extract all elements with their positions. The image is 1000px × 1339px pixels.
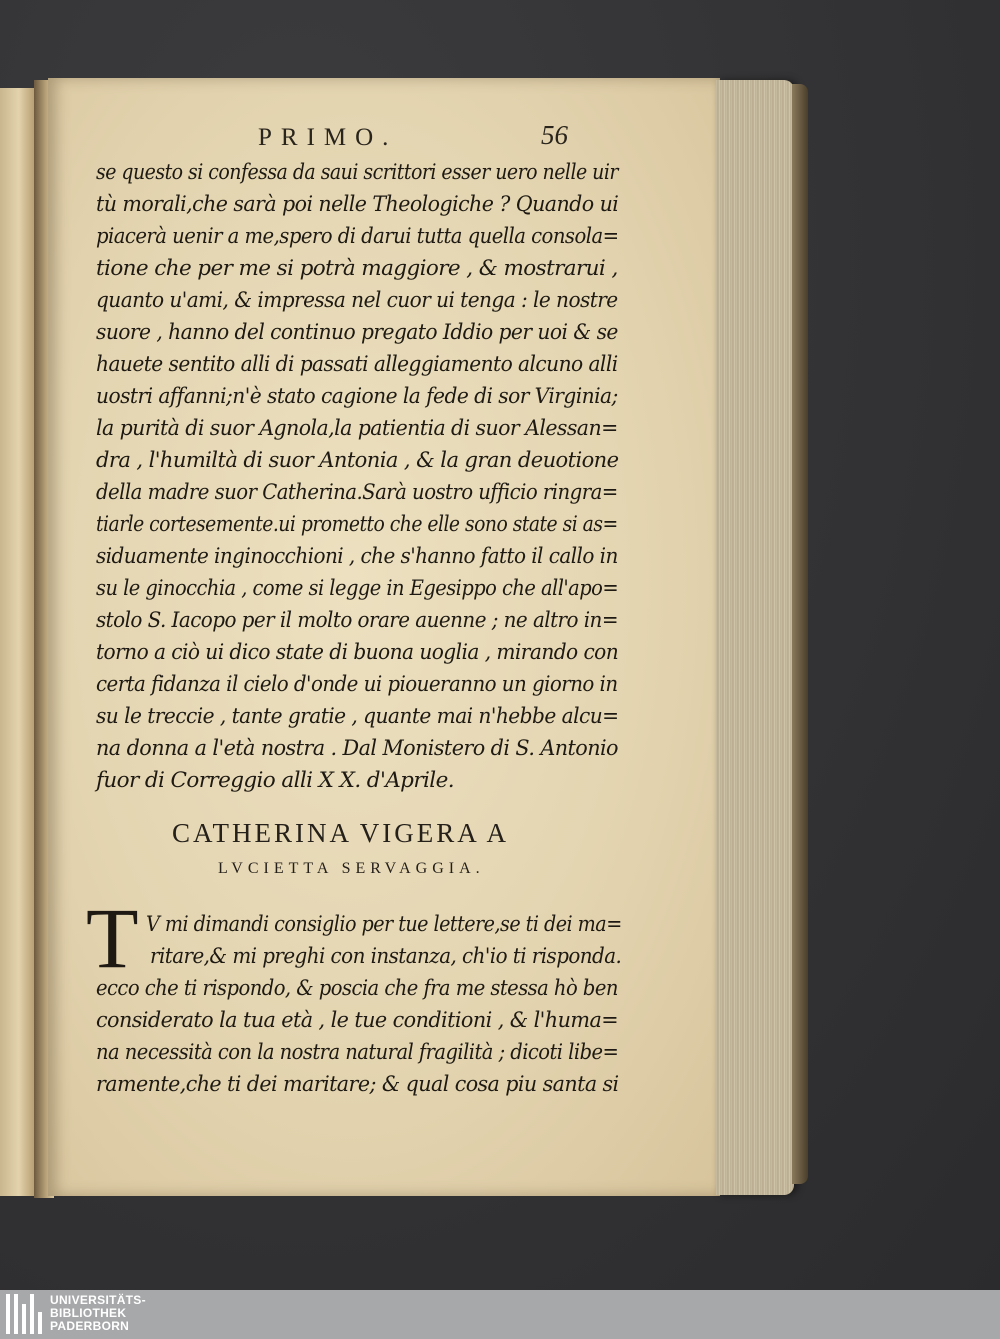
text-line: suore , hanno del continuo pregato Iddio per uoi & se bbox=[96, 320, 618, 345]
letter-heading-title: CATHERINA VIGERA A bbox=[172, 818, 510, 848]
library-name-line: BIBLIOTHEK bbox=[50, 1306, 127, 1320]
library-name-line: PADERBORN bbox=[50, 1319, 130, 1333]
text-line: ramente,che ti dei maritare; & qual cosa piu santa si bbox=[96, 1072, 619, 1097]
letter-heading-subtitle: LVCIETTA SERVAGGIA. bbox=[218, 860, 485, 877]
text-line: tù morali,che sarà poi nelle Theologiche ? Quando ui bbox=[96, 192, 619, 217]
library-footer bbox=[0, 1290, 1000, 1339]
text-line: su le ginocchia , come si legge in Egesippo che all'apo= bbox=[96, 576, 619, 601]
text-line: considerato la tua età , le tue conditioni , & l'huma= bbox=[96, 1008, 619, 1033]
text-line: quanto u'ami, & impressa nel cuor ui tenga : le nostre bbox=[96, 288, 618, 313]
page-number: 56 bbox=[541, 120, 568, 150]
text-line: stolo S. Iacopo per il molto orare auenne ; ne altro in= bbox=[96, 608, 618, 633]
text-line: se questo si confessa da saui scrittori esser uero nelle uir bbox=[96, 160, 618, 185]
text-line: siduamente inginocchioni , che s'hanno fatto il callo in bbox=[96, 544, 618, 569]
text-line: la purità di suor Agnola,la patientia di suor Alessan= bbox=[96, 416, 618, 441]
text-line: tiarle cortesemente.ui prometto che elle sono state si as= bbox=[96, 512, 618, 537]
running-title: PRIMO. bbox=[258, 124, 398, 151]
text-line: ecco che ti rispondo, & poscia che fra me stessa hò ben bbox=[96, 976, 618, 1001]
library-logo-icon bbox=[4, 1294, 44, 1334]
text-line: dra , l'humiltà di suor Antonia , & la gran deuotione bbox=[96, 448, 619, 473]
text-line: uostri affanni;n'è stato cagione la fede di sor Virginia; bbox=[96, 384, 618, 409]
text-line: tione che per me si potrà maggiore , & mostrarui , bbox=[96, 256, 618, 281]
library-name-line: UNIVERSITÄTS- bbox=[50, 1293, 146, 1307]
text-line: su le treccie , tante gratie , quante mai n'hebbe alcu= bbox=[96, 704, 619, 729]
text-line: della madre suor Catherina.Sarà uostro ufficio ringra= bbox=[96, 480, 618, 505]
text-line: V mi dimandi consiglio per tue lettere,se ti dei ma= bbox=[146, 912, 622, 937]
page-header bbox=[258, 120, 598, 160]
text-line: na necessità con la nostra natural fragilità ; dicoti libe= bbox=[96, 1040, 619, 1065]
text-line: piacerà uenir a me,spero di darui tutta quella consola= bbox=[96, 224, 619, 249]
text-line: certa fidanza il cielo d'onde ui pioueranno un giorno in bbox=[96, 672, 618, 697]
text-line: hauete sentito alli di passati alleggiamento alcuno alli bbox=[96, 352, 618, 377]
text-line: ritare,& mi preghi con instanza, ch'io ti risponda. bbox=[150, 944, 622, 969]
text-line: na donna a l'età nostra . Dal Monistero di S. Antonio bbox=[96, 736, 618, 761]
library-name bbox=[50, 1294, 146, 1333]
text-line: fuor di Correggio alli X X. d'Aprile. bbox=[96, 768, 454, 793]
text-line: torno a ciò ui dico state di buona uoglia , mirando con bbox=[96, 640, 619, 665]
left-page-edge bbox=[0, 88, 36, 1196]
drop-cap: T bbox=[86, 890, 139, 986]
page-fore-edge bbox=[716, 80, 794, 1195]
